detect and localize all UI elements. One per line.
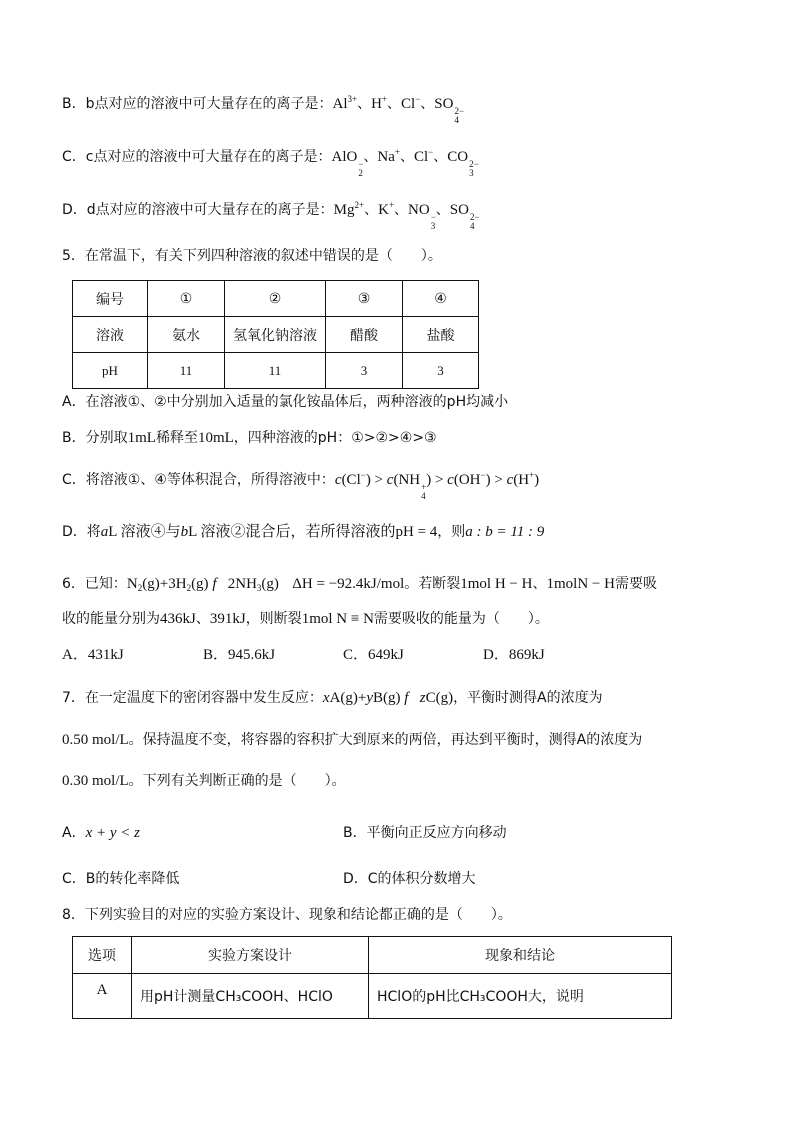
ion-no3: NO − 3: [408, 202, 436, 231]
q8-stem: 8．下列实验目的对应的实验方案设计、现象和结论都正确的是（ ）。: [62, 907, 512, 923]
q4-option-d-text: D．d点对应的溶液中可大量存在的离子是：: [62, 202, 334, 218]
q5-option-d: D．将aL 溶液④与bL 溶液②混合后，若所得溶液的pH = 4，则a : b = 11 : 9: [62, 524, 545, 540]
table-cell: 3: [326, 353, 403, 389]
table-cell: ④: [403, 281, 479, 317]
table-cell: HClO的pH比CH₃COOH大，说明: [369, 974, 672, 1019]
q4-option-b-text: B．b点对应的溶液中可大量存在的离子是：: [62, 96, 333, 112]
q8-table: [72, 936, 672, 1019]
table-row: [73, 937, 672, 974]
q5-option-a: A．在溶液①、②中分别加入适量的氯化铵晶体后，两种溶液的pH均减小: [62, 394, 509, 410]
q4-option-d: D．d点对应的溶液中可大量存在的离子是：$Mg^{2+}$、K+、NO − 3 、SO 2− 4: [62, 200, 480, 231]
table-cell: 氨水: [148, 317, 225, 353]
table-header: 现象和结论: [369, 937, 672, 974]
ion-mg: $Mg^{2+}$: [333, 200, 365, 218]
table-row: [73, 974, 672, 1019]
q7-line-1: 7．在一定温度下的密闭容器中发生反应：xA(g)+yB(g) f zC(g)，平衡时测得A的浓度为: [62, 690, 603, 706]
ion-k: K+: [378, 200, 395, 218]
table-cell: 醋酸: [326, 317, 403, 353]
table-cell: 溶液: [73, 317, 148, 353]
table-row: [73, 317, 479, 353]
ion-na: Na+: [377, 147, 400, 165]
q5-stem: 5．在常温下，有关下列四种溶液的叙述中错误的是（ ）。: [62, 248, 442, 264]
ion-cl: Cl−: [401, 94, 421, 112]
ion-so4: SO 2− 4: [434, 96, 465, 125]
table-cell: 盐酸: [403, 317, 479, 353]
q6-option-c: C．649kJ: [343, 647, 404, 663]
q6-line-2: 收的能量分别为436kJ、391kJ，则断裂1mol N ≡ N需要吸收的能量为（ ）。: [62, 611, 549, 627]
table-cell: 3: [403, 353, 479, 389]
q7-option-b: B．平衡向正反应方向移动: [343, 825, 507, 841]
q5-table: [72, 280, 479, 389]
q5-option-c: C．将溶液①、④等体积混合，所得溶液中：c(Cl−) > c(NH + 4 ) > c(OH−) > c(H+): [62, 470, 540, 501]
reaction-equation: $N_2(g)+3H_2(g)$ f $2NH_3(g)$: [126, 576, 279, 593]
q6-option-a: A．431kJ: [62, 647, 124, 663]
q4-option-b: B．b点对应的溶液中可大量存在的离子是：$Al^{3+}$、H+、Cl−、SO 2− 4: [62, 94, 465, 125]
table-cell: ①: [148, 281, 225, 317]
table-row: [73, 353, 479, 389]
reaction-equation: xA(g)+yB(g) f zC(g): [322, 690, 454, 706]
table-cell: ②: [225, 281, 326, 317]
ion-al: $Al^{3+}$: [332, 94, 358, 112]
table-cell: pH: [73, 353, 148, 389]
table-row: [73, 281, 479, 317]
q5-option-b: B．分别取1mL稀释至10mL，四种溶液的pH：①>②>④>③: [62, 430, 437, 446]
table-cell: 氢氧化钠溶液: [225, 317, 326, 353]
q6-option-b: B．945.6kJ: [203, 647, 276, 663]
table-header: 实验方案设计: [132, 937, 369, 974]
table-cell: 用pH计测量CH₃COOH、HClO: [132, 974, 369, 1019]
ion-so4: SO 2− 4: [449, 202, 480, 231]
q4-option-c: C．c点对应的溶液中可大量存在的离子是：AlO − 2 、Na+、Cl−、CO 2− 3: [62, 147, 479, 178]
table-cell: 11: [148, 353, 225, 389]
concentration-inequality: c(Cl−) > c(NH + 4 ) > c(OH−) > c(H+): [334, 470, 540, 501]
q7-option-d: D．C的体积分数增大: [343, 871, 476, 887]
q7-line-3: 0.30 mol/L。下列有关判断正确的是（ ）。: [62, 773, 346, 789]
ion-alo2: AlO − 2: [331, 149, 364, 178]
q6-line-1: 6．已知：$N_2(g)+3H_2(g)$ f $2NH_3(g)$ ΔH = −92.4kJ/mol。若断裂1mol H − H、1molN − H需要吸: [62, 576, 657, 593]
q4-option-c-text: C．c点对应的溶液中可大量存在的离子是：: [62, 149, 332, 165]
table-cell: ③: [326, 281, 403, 317]
table-header: 选项: [73, 937, 132, 974]
q7-line-2: 0.50 mol/L。保持温度不变，将容器的容积扩大到原来的两倍，再达到平衡时，测得A的浓度为: [62, 732, 643, 748]
table-cell: A: [73, 974, 132, 1019]
ion-co3: CO 2− 3: [447, 149, 479, 178]
q7-option-c: C．B的转化率降低: [62, 871, 180, 887]
ion-h: H+: [371, 94, 387, 112]
q7-option-a: A．x + y < z: [62, 825, 140, 841]
table-cell: 11: [225, 353, 326, 389]
ion-cl: Cl−: [413, 147, 434, 165]
table-cell: 编号: [73, 281, 148, 317]
q6-option-d: D．869kJ: [483, 647, 545, 663]
